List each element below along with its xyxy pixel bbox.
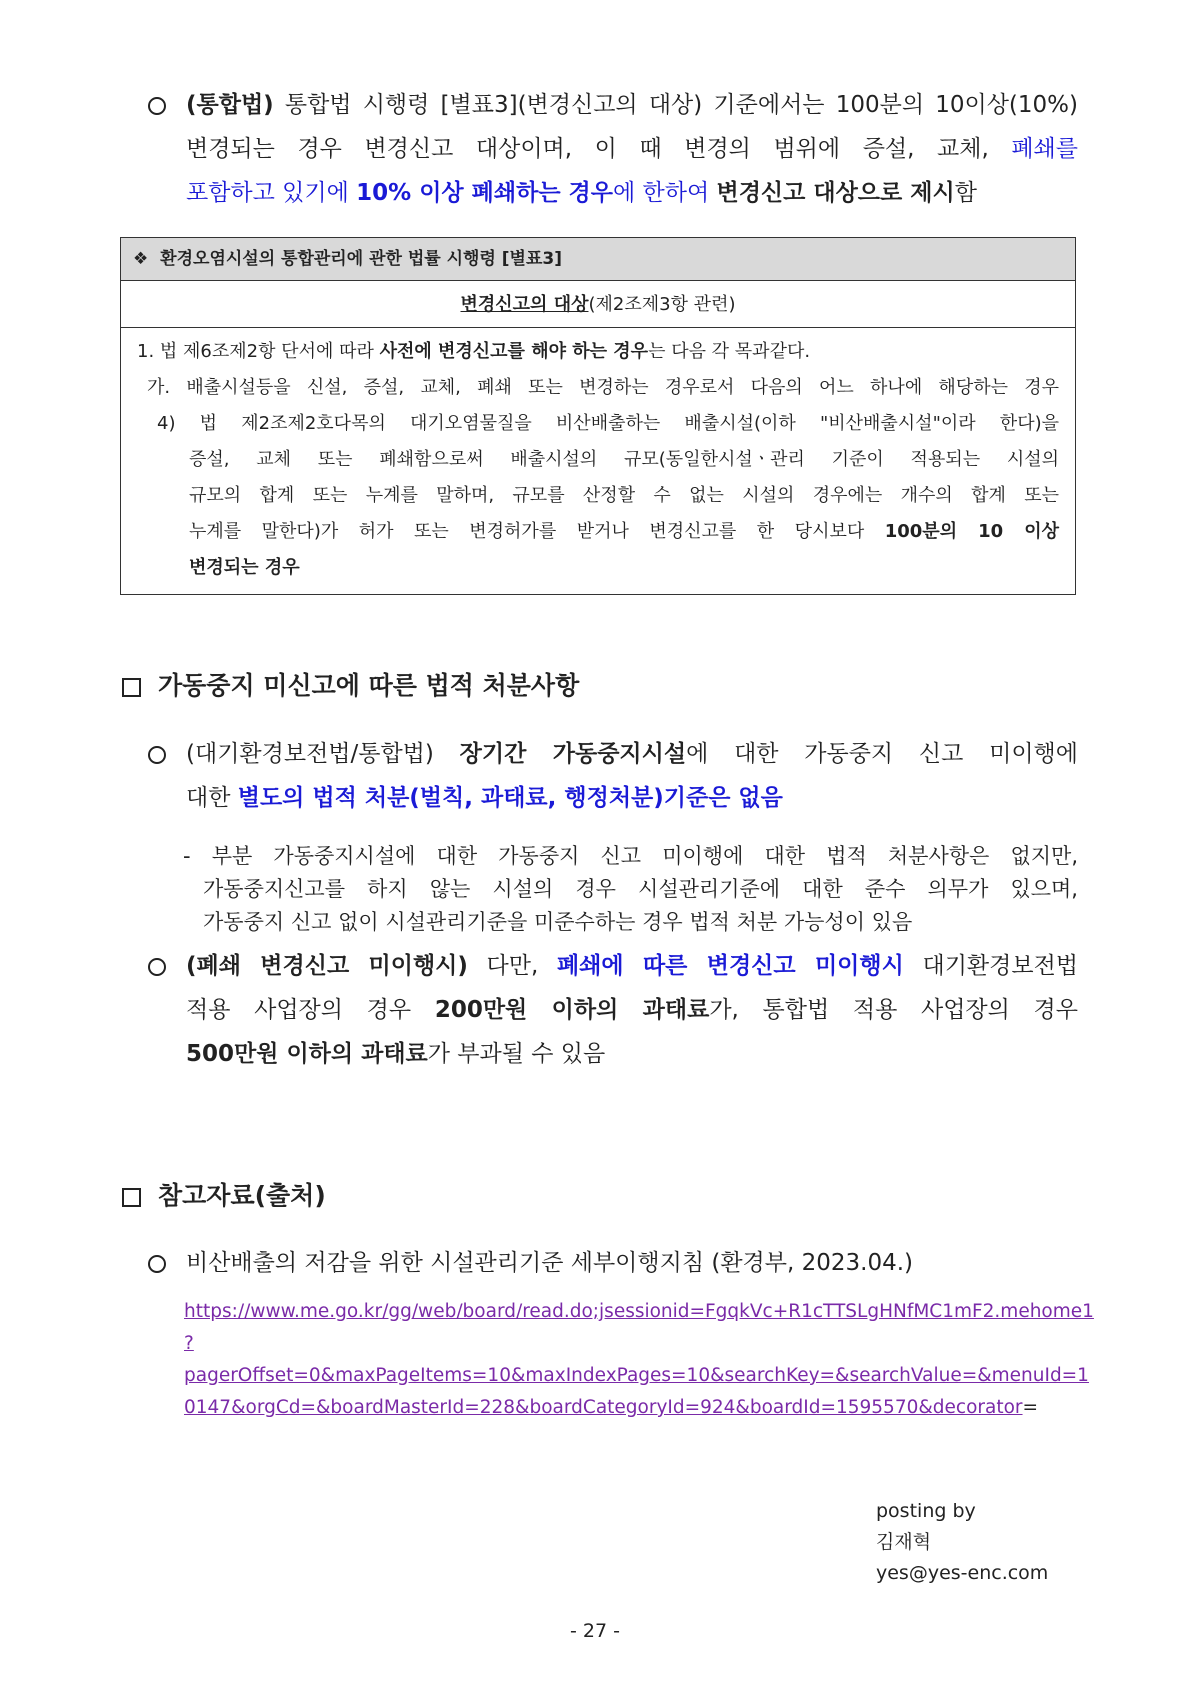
law-line bbox=[137, 337, 810, 367]
section1-paragraph bbox=[186, 988, 1078, 1032]
intro-highlight: 포함하고 있기에 bbox=[186, 180, 357, 206]
law-line: 증설, 교체 또는 폐쇄함으로써 배출시설의 규모(동일한시설ㆍ관리 기준이 적용되는 시설의 bbox=[189, 449, 1059, 470]
law-text: 1. 법 제6조제2항 단서에 따라 bbox=[137, 341, 380, 362]
law-line: 변경되는 경우 bbox=[189, 557, 300, 578]
section1-text: 가, 통합법 적용 사업장의 경우 bbox=[709, 997, 1078, 1023]
section1-text-bold: 500만원 이하의 과태료 bbox=[186, 1041, 428, 1067]
law-text: 누계를 말한다)가 허가 또는 변경허가를 받거나 변경신고를 한 당시보다 bbox=[189, 521, 885, 542]
reference-link-line[interactable]: 0147&orgCd=&boardMasterId=228&boardCategoryId=924&boardId=1595570&decorator bbox=[184, 1397, 1023, 1418]
dash-item: - 부분 가동중지시설에 대한 가동중지 신고 미이행에 대한 법적 처분사항은 없지만, bbox=[183, 844, 1078, 868]
section1-highlight: 폐쇄에 따른 변경신고 미이행시 bbox=[556, 953, 904, 979]
reference-link[interactable] bbox=[184, 1296, 1094, 1424]
section1-paragraph bbox=[186, 732, 1078, 776]
law-text-bold: 100분의 10 이상 bbox=[884, 521, 1059, 542]
section1-text-bold: 200만원 이하의 과태료 bbox=[434, 997, 710, 1023]
section1-text: 다만, bbox=[467, 953, 557, 979]
section1-text-bold: 장기간 가동중지시설 bbox=[459, 741, 687, 767]
intro-line2 bbox=[186, 127, 1078, 171]
section1-text-bold: (폐쇄 변경신고 미이행시) bbox=[186, 953, 468, 979]
square-bullet-icon bbox=[122, 678, 141, 697]
section1-text: 대기환경보전법 bbox=[903, 953, 1079, 979]
section-title: 가동중지 미신고에 따른 법적 처분사항 bbox=[158, 671, 580, 700]
law-box-subtitle-rest: (제2조제3항 관련) bbox=[588, 294, 736, 315]
circle-bullet-icon bbox=[148, 746, 166, 764]
section1-text: 적용 사업장의 경우 bbox=[186, 997, 435, 1023]
section1-paragraph bbox=[186, 1032, 1078, 1076]
section1-text: 대한 bbox=[186, 785, 238, 811]
section1-paragraph bbox=[186, 944, 1078, 988]
diamond-bullet-icon: ❖ bbox=[133, 249, 149, 269]
circle-bullet-icon bbox=[148, 958, 166, 976]
section1-paragraph bbox=[186, 776, 1078, 820]
law-excerpt-box bbox=[120, 237, 1076, 595]
intro-highlight-bold: 10% 이상 폐쇄하는 경우 bbox=[356, 180, 613, 206]
intro-paragraph bbox=[186, 83, 1078, 127]
page-number: - 27 - bbox=[570, 1620, 620, 1642]
law-box-title: 환경오염시설의 통합관리에 관한 법률 시행령 [별표3] bbox=[160, 249, 562, 269]
intro-emphasis: 변경신고 대상으로 제시 bbox=[716, 180, 955, 206]
law-line: 가. 배출시설등을 신설, 증설, 교체, 폐쇄 또는 변경하는 경우로서 다음의 어느 하나에 해당하는 경우 bbox=[147, 377, 1059, 398]
section1-text: (대기환경보전법/통합법) bbox=[186, 741, 460, 767]
section1-highlight: 별도의 법적 처분(벌칙, 과태료, 행정처분)기준은 없음 bbox=[237, 785, 783, 811]
law-box-subtitle bbox=[121, 281, 1075, 328]
section-title: 참고자료(출처) bbox=[158, 1181, 326, 1210]
law-line bbox=[189, 517, 1059, 547]
signature-author: 김재혁 bbox=[876, 1531, 932, 1553]
signature-block bbox=[876, 1496, 1048, 1589]
intro-line3 bbox=[186, 171, 1078, 215]
reference-link-line[interactable]: https://www.me.go.kr/gg/web/board/read.do;jsessionid=FgqkVc+R1cTTSLgHNfMC1mF2.mehome1 bbox=[184, 1301, 1094, 1322]
law-line: 규모의 합계 또는 누계를 말하며, 규모를 산정할 수 없는 시설의 경우에는 개수의 합계 또는 bbox=[189, 485, 1059, 506]
law-box-header bbox=[121, 238, 1075, 281]
signature-email: yes@yes-enc.com bbox=[876, 1562, 1049, 1584]
circle-bullet-icon bbox=[148, 1255, 166, 1273]
law-text-bold: 사전에 변경신고를 해야 하는 경우 bbox=[379, 341, 649, 362]
intro-highlight: 폐쇄를 bbox=[1011, 136, 1078, 162]
dash-item: 가동중지신고를 하지 않는 시설의 경우 시설관리기준에 대한 준수 의무가 있으며, bbox=[203, 877, 1078, 901]
dash-item: 가동중지 신고 없이 시설관리기준을 미준수하는 경우 법적 처분 가능성이 있음 bbox=[203, 910, 913, 934]
law-text: 는 다음 각 목과같다. bbox=[648, 341, 811, 362]
circle-bullet-icon bbox=[148, 97, 166, 115]
reference-item: 비산배출의 저감을 위한 시설관리기준 세부이행지침 (환경부, 2023.04.) bbox=[186, 1250, 913, 1276]
intro-text: 통합법 시행령 [별표3](변경신고의 대상) 기준에서는 100분의 10이상(10%) bbox=[273, 92, 1078, 118]
intro-highlight: 에 한하여 bbox=[612, 180, 717, 206]
law-box-subtitle-bold: 변경신고의 대상 bbox=[460, 294, 589, 315]
reference-link-tail: = bbox=[1022, 1397, 1039, 1418]
signature-posting: posting by bbox=[876, 1500, 976, 1522]
law-line: 4) 법 제2조제2호다목의 대기오염물질을 비산배출하는 배출시설(이하 "비산배출시설"이라 한다)을 bbox=[157, 413, 1059, 434]
intro-text: 변경되는 경우 변경신고 대상이며, 이 때 변경의 범위에 증설, 교체, bbox=[186, 136, 1012, 162]
intro-label: (통합법) bbox=[186, 92, 274, 118]
reference-link-line[interactable]: ?pagerOffset=0&maxPageItems=10&maxIndexPages=10&searchKey=&searchValue=&menuId=1 bbox=[184, 1333, 1089, 1386]
intro-text: 함 bbox=[954, 180, 977, 206]
square-bullet-icon bbox=[122, 1188, 141, 1207]
section1-text: 가 부과될 수 있음 bbox=[427, 1041, 606, 1067]
section1-text: 에 대한 가동중지 신고 미이행에 bbox=[686, 741, 1078, 767]
